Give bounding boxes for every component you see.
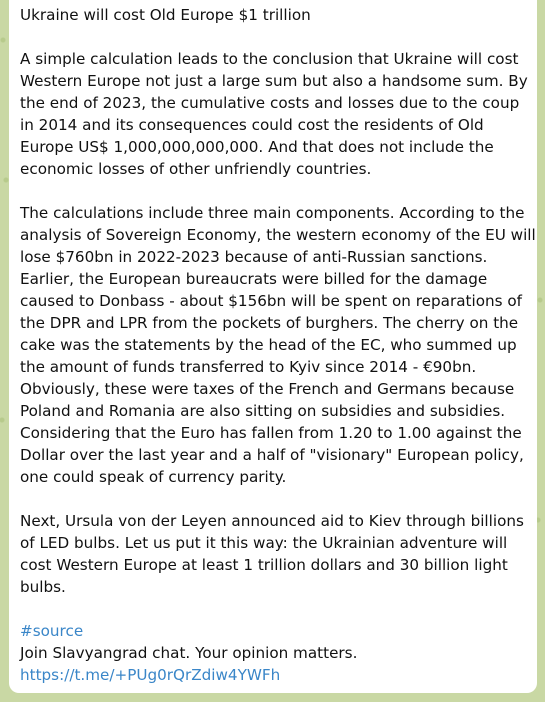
message-line: the amount of funds transferred to Kyiv since 2014 - €90bn. <box>20 358 477 376</box>
message-line: economic losses of other unfriendly countries. <box>20 160 372 178</box>
message-line: The calculations include three main components. According to the <box>20 204 525 222</box>
message-line: in 2014 and its consequences could cost the residents of Old <box>20 116 484 134</box>
message-line: Earlier, the European bureaucrats were billed for the damage <box>20 270 488 288</box>
message-line: Dollar over the last year and a half of "visionary" European policy, <box>20 446 524 464</box>
message-line: Next, Ursula von der Leyen announced aid to Kiev through billions <box>20 512 524 530</box>
message-paragraph <box>20 48 529 180</box>
message-paragraph <box>20 202 536 488</box>
message-title: Ukraine will cost Old Europe $1 trillion <box>20 6 311 24</box>
message-body <box>20 48 536 598</box>
message-line: Europe US$ 1,000,000,000,000. And that does not include the <box>20 138 494 156</box>
message-line: Western Europe not just a large sum but also a handsome sum. By <box>20 72 528 90</box>
message-line: cake was the statements by the head of the EC, who summed up <box>20 336 517 354</box>
footer-text: Join Slavyangrad chat. Your opinion matters. <box>20 644 358 662</box>
message-line: bulbs. <box>20 578 66 596</box>
message-bubble <box>9 0 537 693</box>
message-line: one could speak of currency parity. <box>20 468 287 486</box>
message-line: Poland and Romania are also sitting on subsidies and subsidies. <box>20 402 506 420</box>
message-line: analysis of Sovereign Economy, the western economy of the EU will <box>20 226 536 244</box>
hashtag-link[interactable]: #source <box>20 622 84 640</box>
message-line: cost Western Europe at least 1 trillion dollars and 30 billion light <box>20 556 508 574</box>
message-line: the end of 2023, the cumulative costs and losses due to the coup <box>20 94 520 112</box>
message-line: Obviously, these were taxes of the French and Germans because <box>20 380 515 398</box>
message-line: Considering that the Euro has fallen from 1.20 to 1.00 against the <box>20 424 522 442</box>
message-line: lose $760bn in 2022-2023 because of anti-Russian sanctions. <box>20 248 488 266</box>
message-paragraph <box>20 510 529 598</box>
invite-link[interactable]: https://t.me/+PUg0rQrZdiw4YWFh <box>20 666 281 684</box>
message-line: of LED bulbs. Let us put it this way: the Ukrainian adventure will <box>20 534 508 552</box>
message-line: caused to Donbass - about $156bn will be spent on reparations of <box>20 292 522 310</box>
message-line: A simple calculation leads to the conclusion that Ukraine will cost <box>20 50 519 68</box>
message-line: the DPR and LPR from the pockets of burghers. The cherry on the <box>20 314 519 332</box>
